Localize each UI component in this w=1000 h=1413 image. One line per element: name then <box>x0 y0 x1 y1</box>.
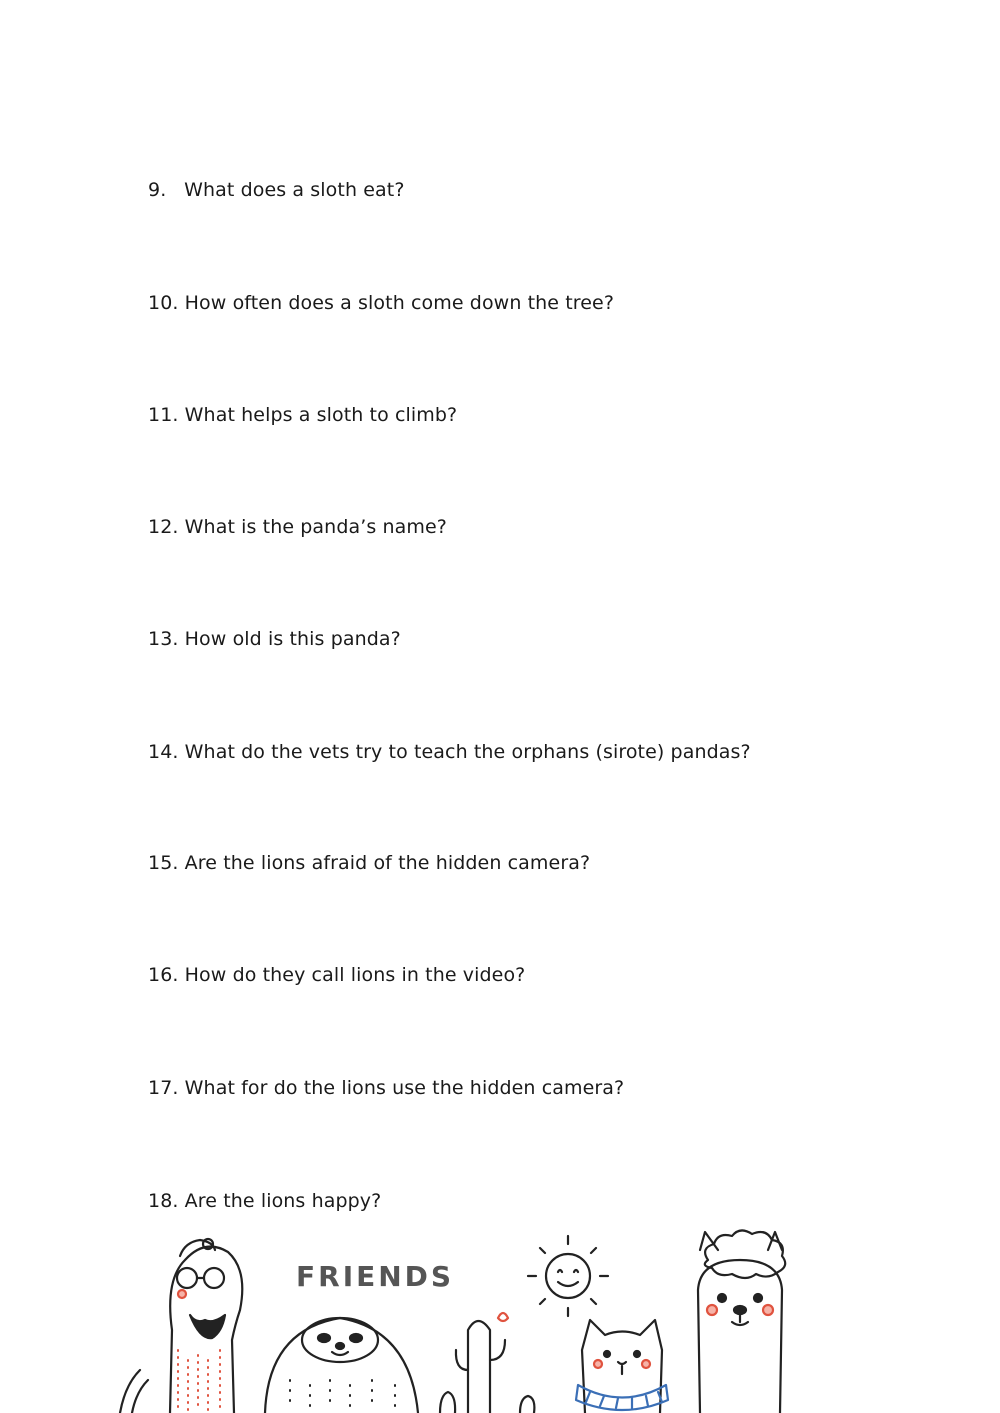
question-number: 9. <box>148 179 167 201</box>
question-text: What for do the lions use the hidden camera? <box>184 1077 625 1099</box>
question-item <box>148 514 447 540</box>
sun-icon <box>528 1236 608 1316</box>
question-number: 11. <box>148 404 179 426</box>
ostrich-icon <box>120 1239 242 1413</box>
question-number: 12. <box>148 516 179 538</box>
question-text: How do they call lions in the video? <box>184 964 526 986</box>
question-text: What does a sloth eat? <box>184 179 405 201</box>
question-text: What helps a sloth to climb? <box>184 404 458 426</box>
question-text: Are the lions afraid of the hidden camera? <box>184 852 591 874</box>
question-item <box>148 402 457 428</box>
question-text: How old is this panda? <box>184 628 401 650</box>
question-number: 16. <box>148 964 179 986</box>
question-item <box>148 1075 624 1101</box>
question-text: Are the lions happy? <box>184 1190 382 1212</box>
question-number: 10. <box>148 292 179 314</box>
question-text: What is the panda’s name? <box>184 516 447 538</box>
question-number: 14. <box>148 741 179 763</box>
question-text: What do the vets try to teach the orphans (sirote) pandas? <box>184 741 751 763</box>
cat-icon <box>576 1320 668 1413</box>
question-number: 13. <box>148 628 179 650</box>
sloth-icon <box>265 1318 418 1413</box>
friends-illustration <box>0 1220 1000 1413</box>
question-item <box>148 290 614 316</box>
question-number: 15. <box>148 852 179 874</box>
question-item <box>148 177 405 203</box>
friends-banner: FRIENDS <box>296 1260 455 1293</box>
question-item <box>148 626 401 652</box>
question-number: 17. <box>148 1077 179 1099</box>
question-item <box>148 962 525 988</box>
question-item <box>148 1188 381 1214</box>
llama-icon <box>698 1230 785 1413</box>
question-number: 18. <box>148 1190 179 1212</box>
question-text: How often does a sloth come down the tree? <box>184 292 615 314</box>
question-item <box>148 850 590 876</box>
cactus-icon <box>440 1313 534 1413</box>
question-item <box>148 739 751 765</box>
